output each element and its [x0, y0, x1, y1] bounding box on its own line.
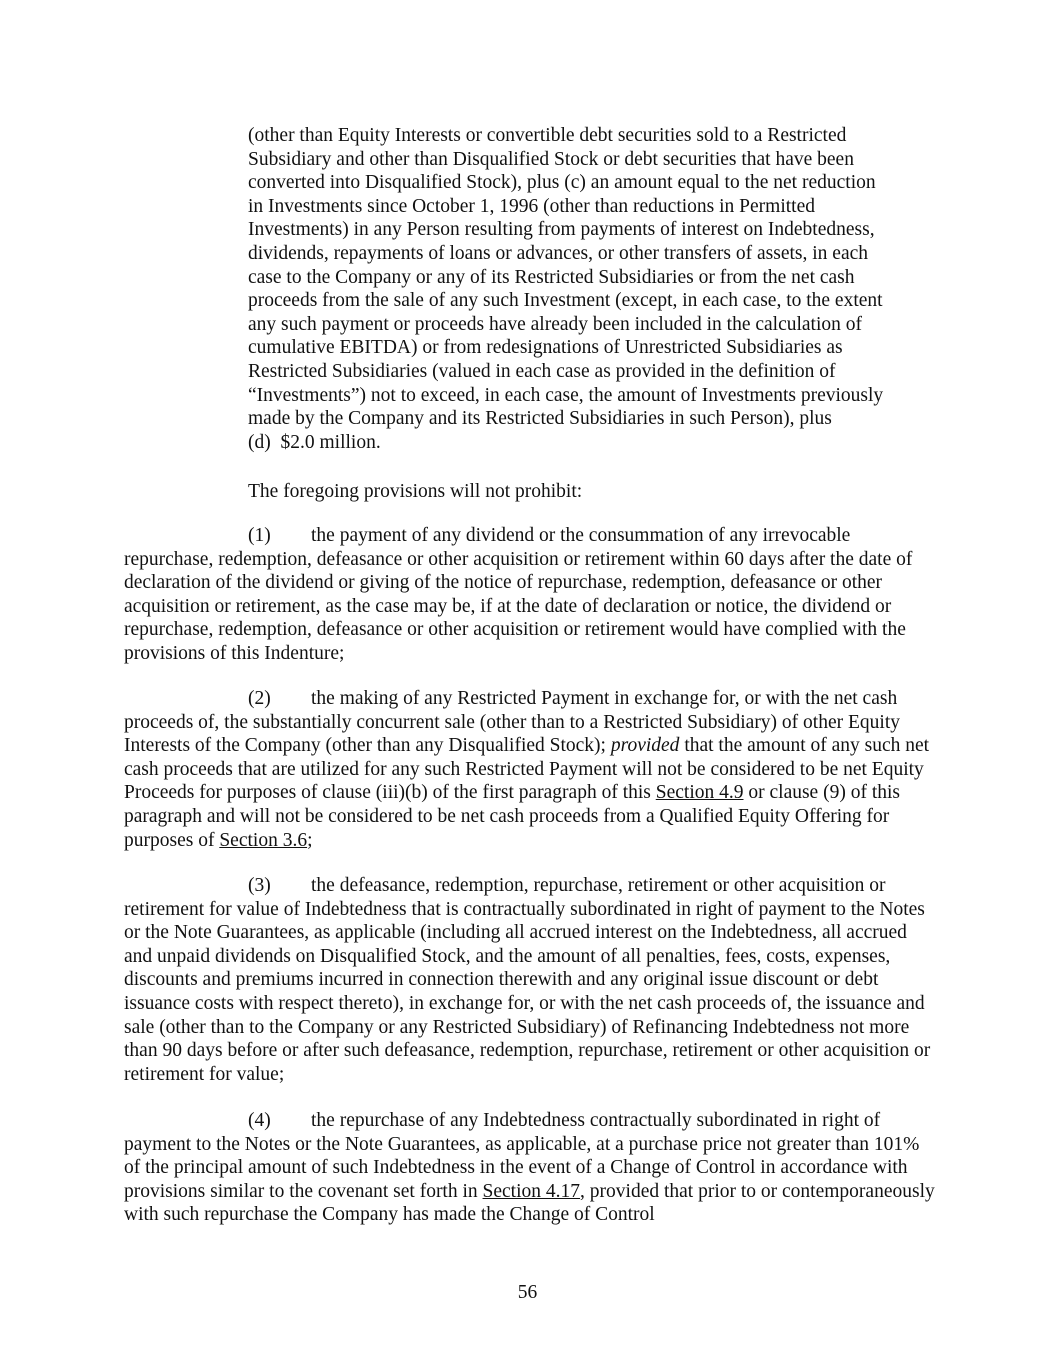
text-line: cumulative EBITDA) or from redesignations of Unrestricted Subsidiaries as	[248, 337, 843, 359]
clause-1	[124, 524, 936, 666]
clause-text: that the amount of any such net cash proceeds that are utilized for any such Restricted Payment will not be considered to be net Equity Proceeds for purposes of clause (iii)(b) of the first paragraph of this	[124, 735, 930, 804]
clause-text: the defeasance, redemption, repurchase, retirement or other acquisition or retirement for value of Indebtedness that is contractually subordinated in right of payment to the Notes or the Note Guarantees, as applicable (including all accrued interest on the Indebtedness, all accrued and unpaid dividends on Disqualified Stock, and the amount of all penalties, fees, costs, expenses, discounts and premiums incurred in connection therewith and any original issue discount or debt issuance costs with respect thereto), in exchange for, or with the net cash proceeds of, the issuance and sale (other than to the Company or any Restricted Subsidiary) of Refinancing Indebtedness not more than 90 days before or after such defeasance, redemption, repurchase, retirement or other acquisition or retirement for value;	[124, 875, 931, 1085]
text-line: converted into Disqualified Stock), plus (c) an amount equal to the net reduction	[248, 172, 876, 194]
clause-number: (2)	[248, 688, 271, 709]
clause-3	[124, 874, 936, 1086]
clause-text: , provided that prior to or contemporaneously with such repurchase the Company has made the Change of Control	[124, 1180, 935, 1226]
text-line: Subsidiary and other than Disqualified Stock or debt securities that have been	[248, 148, 854, 170]
clause-number: (4)	[248, 1110, 271, 1131]
text-line: (other than Equity Interests or convertible debt securities sold to a Restricted	[248, 125, 847, 146]
section-reference: Section 4.17	[482, 1180, 581, 1202]
text-line: Investments) in any Person resulting from payments of interest on Indebtedness,	[248, 219, 875, 241]
text-line: any such payment or proceeds have already been included in the calculation of	[248, 313, 863, 335]
clause-text: the repurchase of any Indebtedness contractually subordinated in right of payment to the Notes or the Note Guarantees, as applicable, at a purchase price not greater than 101% of the principal amount of such Indebtedness in the event of a Change of Control in accordance with provisions similar to the covenant set forth in	[124, 1110, 920, 1202]
text-line: in Investments since October 1, 1996 (other than reductions in Permitted	[248, 195, 815, 217]
clause-2	[124, 687, 936, 852]
clause-text: or clause (9) of this paragraph and will not be considered to be net cash proceeds from a Qualified Equity Offering for purposes of	[124, 782, 900, 851]
clause-text: ;	[307, 829, 313, 851]
text-line: made by the Company and its Restricted Subsidiaries in such Person), plus	[248, 408, 832, 430]
section-reference: Section 4.9	[655, 782, 744, 804]
clause-4	[124, 1109, 936, 1227]
clause-text: the payment of any dividend or the consummation of any irrevocable repurchase, redemption, defeasance or other acquisition or retirement within 60 days after the date of declaration of the dividend or giving of the notice of repurchase, redemption, defeasance or other acquisition or retirement, as the case may be, if at the date of declaration or notice, the dividend or repurchase, redemption, defeasance or other acquisition or retirement would have complied with the provisions of this Indenture;	[124, 525, 913, 664]
text-line: “Investments”) not to exceed, in each case, the amount of Investments previously	[248, 384, 884, 406]
text-line: (d) $2.0 million.	[248, 431, 381, 453]
text-line: proceeds from the sale of any such Investment (except, in each case, to the extent	[248, 290, 883, 312]
page-number: 56	[517, 1282, 538, 1303]
provided-italic: provided	[610, 735, 680, 757]
clause-number: (3)	[248, 875, 271, 896]
text-line: case to the Company or any of its Restricted Subsidiaries or from the net cash	[248, 266, 855, 288]
section-reference: Section 3.6	[219, 829, 308, 851]
intro-line: The foregoing provisions will not prohibit:	[248, 481, 583, 502]
text-line: dividends, repayments of loans or advances, or other transfers of assets, in each	[248, 242, 869, 264]
continuation-paragraph	[248, 124, 938, 454]
clause-number: (1)	[248, 525, 271, 546]
text-line: Restricted Subsidiaries (valued in each case as provided in the definition of	[248, 360, 836, 382]
clause-text: the making of any Restricted Payment in exchange for, or with the net cash proceeds of, the substantially concurrent sale (other than to a Restricted Subsidiary) of other Equity Interests of the Company (other than any Disqualified Stock);	[124, 688, 900, 757]
